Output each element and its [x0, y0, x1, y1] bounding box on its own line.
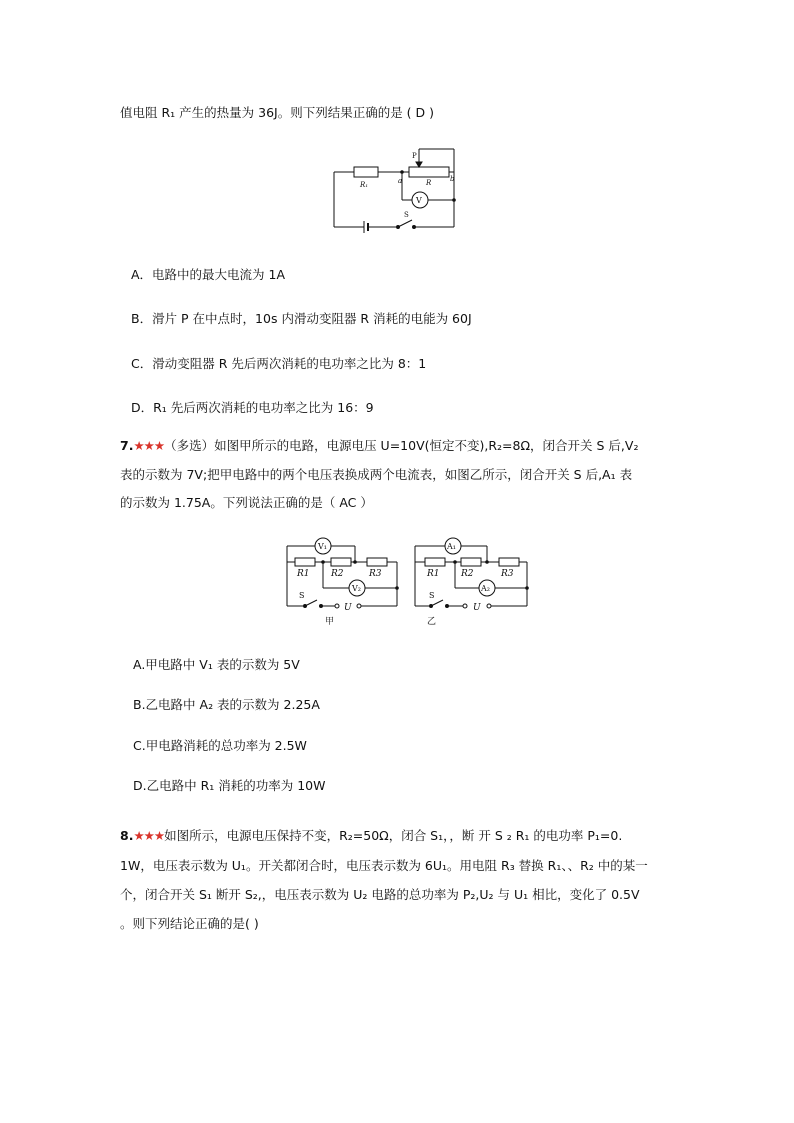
voltmeter-label: V	[416, 196, 422, 205]
switch-label: S	[404, 211, 409, 219]
q7-option-d: D.乙电路中 R₁ 消耗的功率为 10W	[133, 778, 326, 793]
r1-label: R₁	[360, 181, 369, 189]
b-label: b	[450, 175, 455, 183]
circuit-diagram-jia	[285, 536, 405, 626]
q8-stem-line-3: 个，闭合开关 S₁ 断开 S₂,，电压表示数为 U₂ 电路的总功率为 P₂,U₂ 与 U₁ 相比，变化了 0.5V	[120, 887, 640, 902]
q8-stem-line-2: 1W，电压表示数为 U₁。开关都闭合时，电压表示数为 6U₁。用电阻 R₃ 替换 R₁、、R₂ 中的某一	[120, 858, 648, 873]
circuit-diagram-q6	[334, 145, 464, 235]
q7-number: 7.	[120, 438, 134, 453]
difficulty-stars-icon: ★★★	[133, 828, 165, 843]
r3-label: R3	[369, 569, 382, 579]
a1-label: A₁	[447, 542, 456, 551]
q6-option-b: B．滑片 P 在中点时，10s 内滑动变阻器 R 消耗的电能为 60J	[131, 311, 472, 326]
circuit-diagram-yi	[413, 536, 543, 626]
q7-option-c: C.甲电路消耗的总功率为 2.5W	[133, 738, 307, 753]
q8-stem-line-4: 。则下列结论正确的是( )	[120, 916, 259, 931]
q8-number: 8.	[120, 828, 134, 843]
q7-option-b: B.乙电路中 A₂ 表的示数为 2.25A	[133, 697, 320, 712]
r-label: R	[426, 179, 432, 187]
q7-stem-line-1	[120, 437, 638, 455]
p-label: P	[412, 152, 417, 160]
switch-label: S	[299, 591, 305, 600]
q6-option-d: D．R₁ 先后两次消耗的电功率之比为 16：9	[131, 400, 374, 415]
r1-label: R1	[297, 569, 310, 579]
r3-label: R3	[501, 569, 514, 579]
difficulty-stars-icon: ★★★	[133, 438, 165, 453]
q6-option-a: A．电路中的最大电流为 1A	[131, 267, 286, 282]
figure-caption-jia: 甲	[325, 617, 335, 627]
a2-label: A₂	[481, 584, 490, 593]
v2-label: V₂	[352, 584, 361, 593]
switch-label: S	[429, 591, 435, 600]
v1-label: V₁	[318, 542, 327, 551]
q7-text-1: （多选）如图甲所示的电路，电源电压 U=10V(恒定不变),R₂=8Ω，闭合开关 S 后,V₂	[164, 438, 639, 453]
figure-caption-yi: 乙	[427, 617, 437, 627]
q6-option-c: C．滑动变阻器 R 先后两次消耗的电功率之比为 8：1	[131, 356, 427, 371]
u-label: U	[344, 603, 352, 613]
q8-stem-line-1	[120, 827, 622, 845]
question-6-stem-tail: 值电阻 R₁ 产生的热量为 36J。则下列结果正确的是 ( D )	[120, 105, 435, 120]
q8-text-1: 如图所示，电源电压保持不变，R₂=50Ω，闭合 S₁，，断 开 S ₂ R₁ 的电功率 P₁=0.	[164, 828, 623, 843]
r2-label: R2	[461, 569, 474, 579]
r2-label: R2	[331, 569, 344, 579]
q7-stem-line-2: 表的示数为 7V;把甲电路中的两个电压表换成两个电流表，如图乙所示，闭合开关 S 后,A₁ 表	[120, 467, 633, 482]
q7-stem-line-3: 的示数为 1.75A。下列说法正确的是（ AC ）	[120, 495, 373, 510]
r1-label: R1	[427, 569, 440, 579]
u-label: U	[473, 603, 481, 613]
a-label: a	[398, 177, 403, 185]
q7-option-a: A.甲电路中 V₁ 表的示数为 5V	[133, 657, 300, 672]
